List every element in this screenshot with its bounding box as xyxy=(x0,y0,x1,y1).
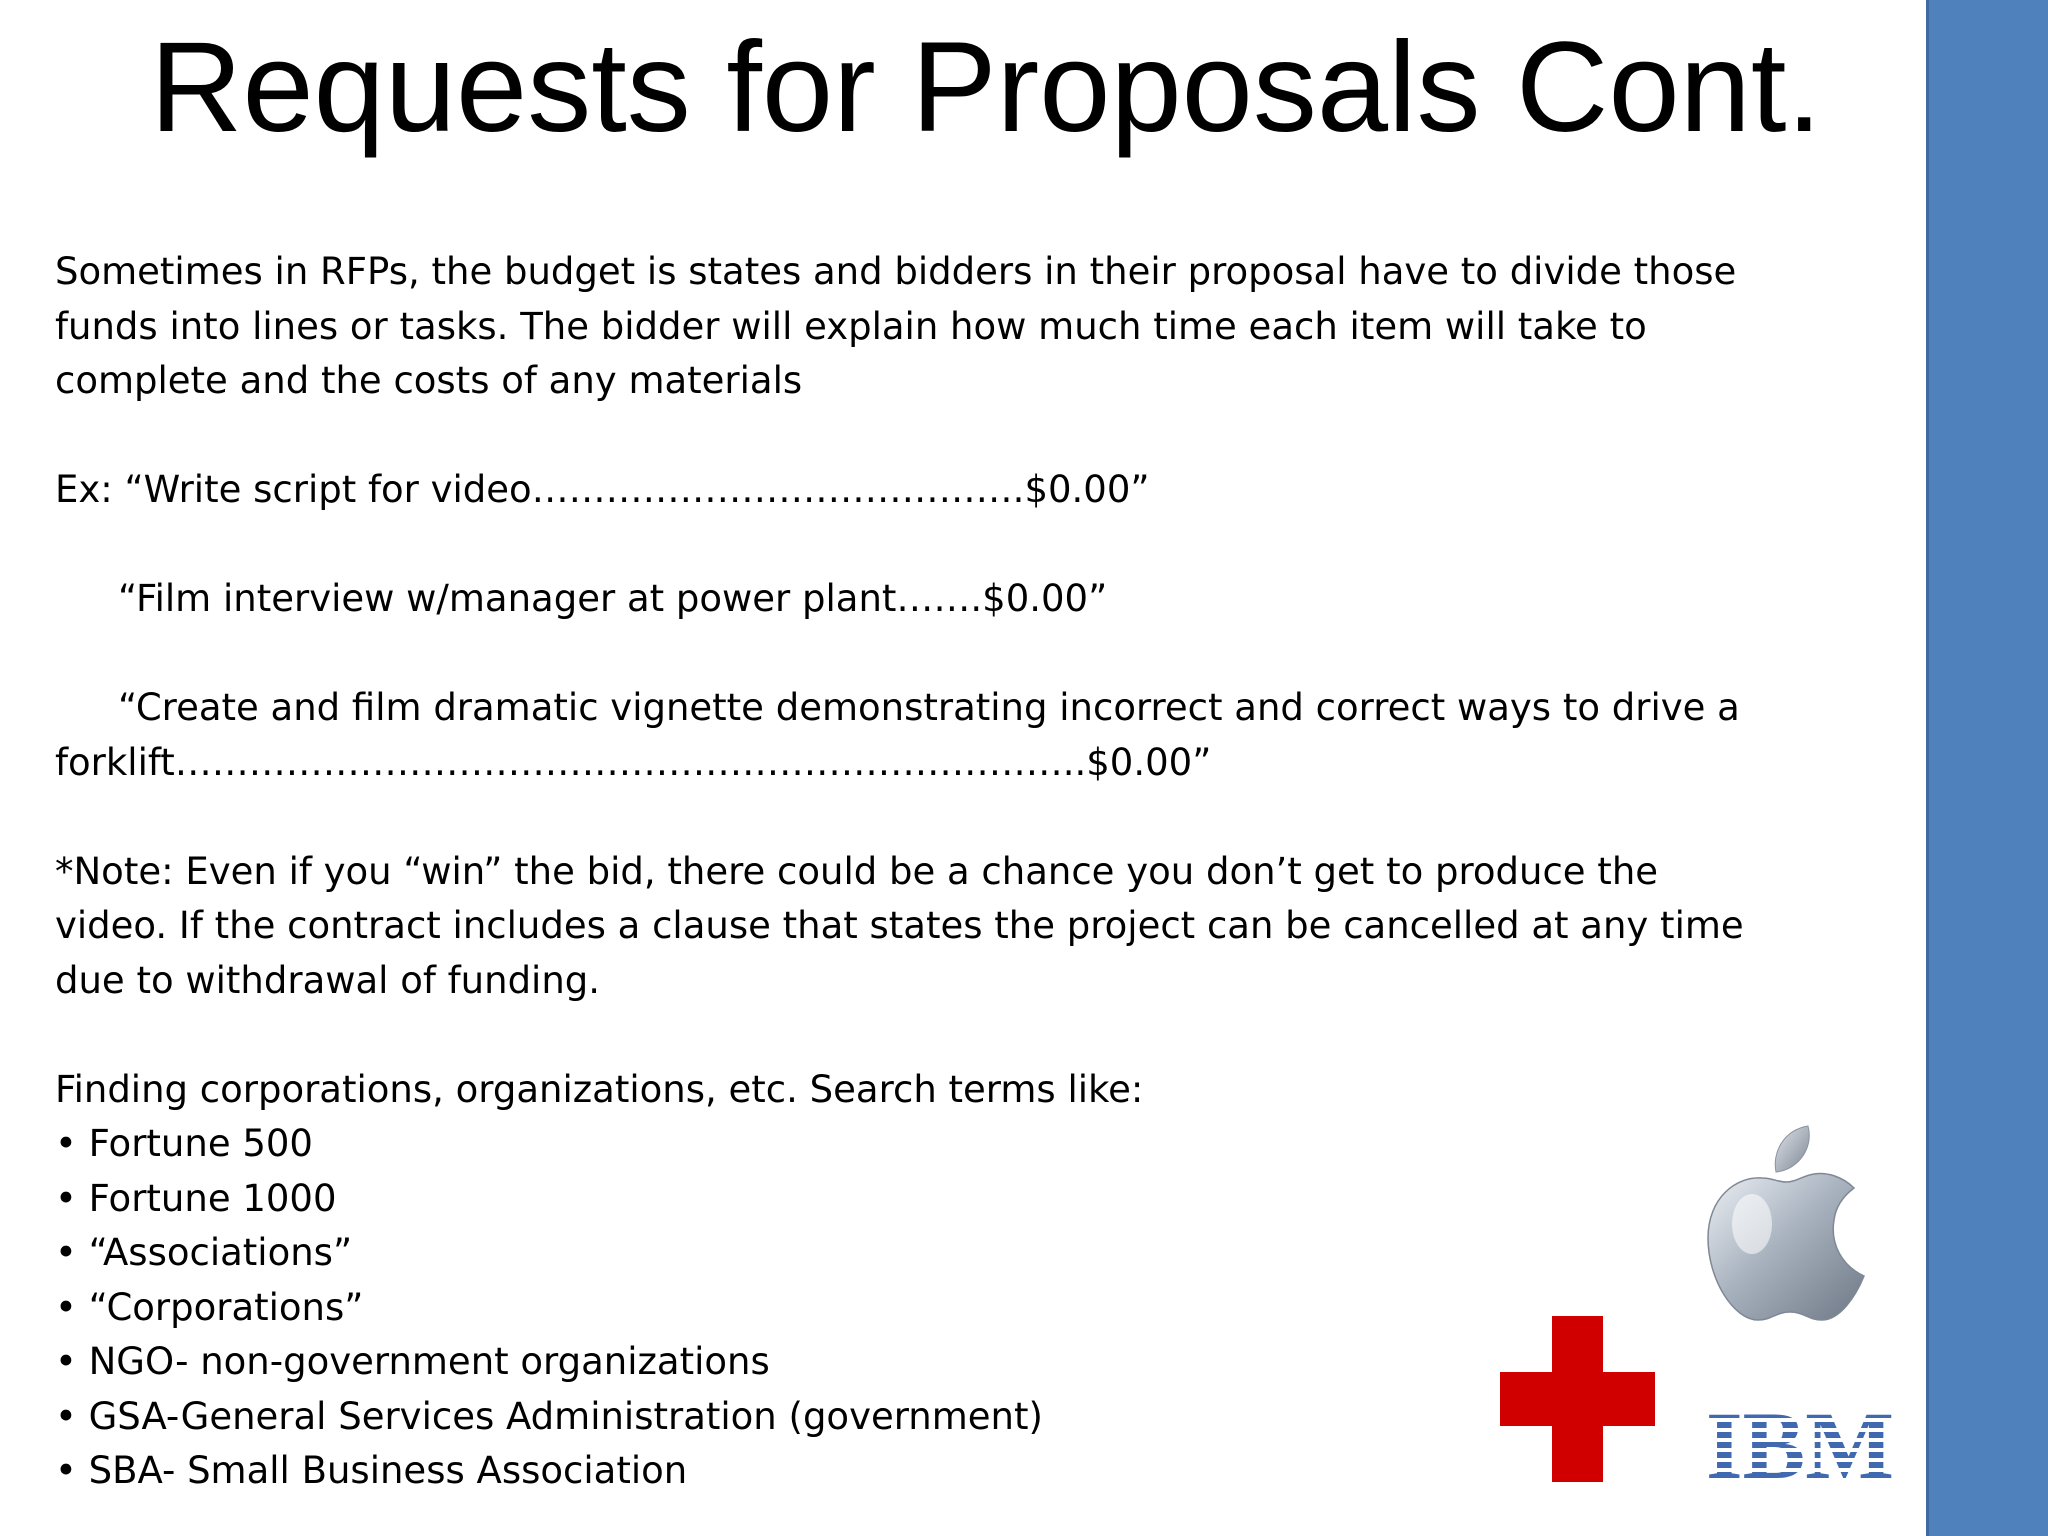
apple-logo xyxy=(1700,1120,1870,1325)
ibm-logo xyxy=(1704,1402,1896,1482)
search-term-item: • “Corporations” xyxy=(55,1281,1775,1336)
search-term-item: • Fortune 500 xyxy=(55,1117,1775,1172)
paragraph-line: Sometimes in RFPs, the budget is states and bidders in their proposal have to divide those xyxy=(55,250,1737,293)
search-intro: Finding corporations, organizations, etc. Search terms like: xyxy=(55,1067,1144,1111)
search-term-item: • “Associations” xyxy=(55,1226,1775,1281)
paragraph-line: complete and the costs of any materials xyxy=(55,359,803,402)
search-term-item: • GSA-General Services Administration (government) xyxy=(55,1390,1775,1445)
example-line: “Film interview w/manager at power plant…….$0.00” xyxy=(118,577,1108,620)
note-line: *Note: Even if you “win” the bid, there could be a chance you don’t get to produce the xyxy=(55,849,1659,893)
ibm-logo-text: IBM xyxy=(1706,1402,1894,1482)
example-line: forklift………………………………………………………………..$0.00” xyxy=(55,740,1212,784)
note-line: video. If the contract includes a clause that states the project can be cancelled at any time xyxy=(55,904,1744,947)
slide-side-bar xyxy=(1926,0,2048,1536)
slide-body xyxy=(55,245,1775,1499)
red-cross-icon xyxy=(1500,1316,1655,1482)
note-line: due to withdrawal of funding. xyxy=(55,958,601,1002)
search-term-item: • Fortune 1000 xyxy=(55,1172,1775,1227)
search-term-item: • SBA- Small Business Association xyxy=(55,1444,1775,1499)
paragraph-line: funds into lines or tasks. The bidder will explain how much time each item will take to xyxy=(55,304,1647,348)
search-term-item: • NGO- non-government organizations xyxy=(55,1335,1775,1390)
slide-title: Requests for Proposals Cont. xyxy=(150,16,1822,159)
example-line: “Create and film dramatic vignette demonstrating incorrect and correct ways to drive a xyxy=(118,686,1740,729)
example-line: Ex: “Write script for video………………………………….$0.00” xyxy=(55,468,1150,511)
red-cross-horizontal-bar xyxy=(1500,1372,1655,1426)
